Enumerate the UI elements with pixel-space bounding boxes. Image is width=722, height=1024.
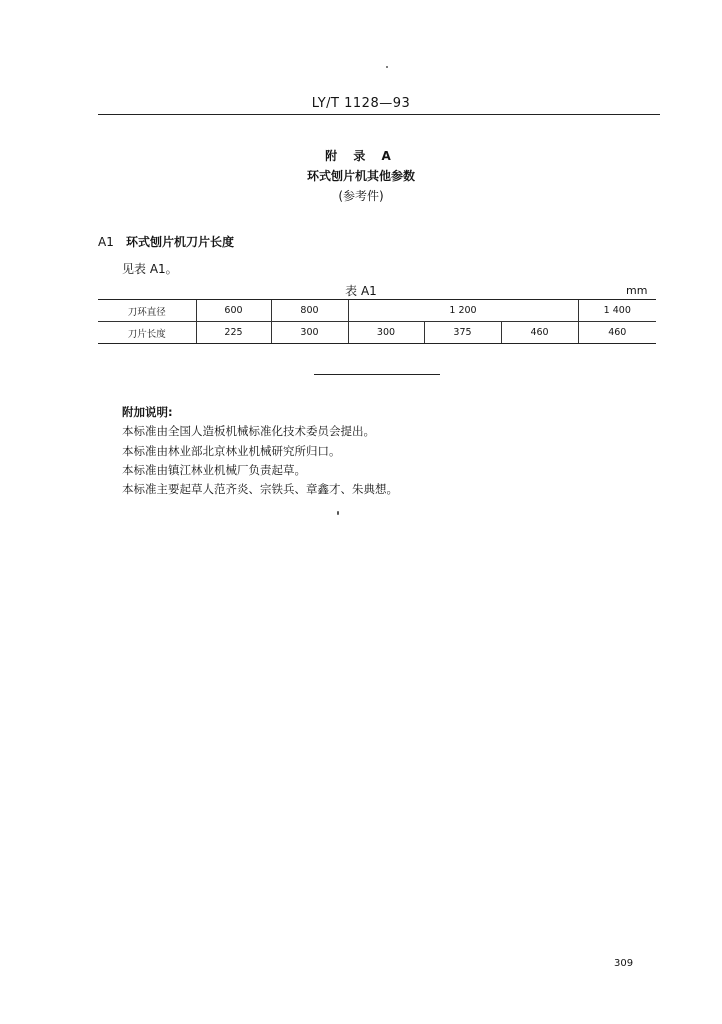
standard-code: LY/T 1128—93 [311, 96, 411, 111]
appendix-note: (参考件) [338, 189, 384, 203]
appendix-title: 附 录 A [325, 149, 397, 163]
row-label: 刀环直径 [98, 300, 196, 322]
table-caption: 表 A1 [345, 284, 377, 298]
section-heading [98, 233, 234, 250]
table-cell: 300 [348, 322, 424, 344]
see-table-text: 见表 A1。 [122, 262, 178, 276]
scan-speck [386, 66, 388, 68]
header-rule [98, 114, 660, 115]
notes-title: 附加说明: [122, 405, 173, 419]
section-number: A1 [98, 235, 114, 249]
table-cell: 600 [196, 300, 271, 322]
table-cell: 375 [424, 322, 501, 344]
table-cell: 225 [196, 322, 271, 344]
table-cell: 460 [578, 322, 656, 344]
table-cell: 1 400 [578, 300, 656, 322]
row-label: 刀片长度 [98, 322, 196, 344]
table-row [98, 300, 656, 322]
note-line: 本标准由镇江林业机械厂负责起草。 [122, 462, 306, 477]
additional-notes [122, 403, 398, 499]
section-title: 环式刨片机刀片长度 [126, 235, 235, 249]
spec-table [98, 299, 656, 344]
table-cell: 460 [501, 322, 578, 344]
table-cell: 800 [271, 300, 348, 322]
note-line: 本标准主要起草人范齐炎、宗铁兵、章鑫才、朱典想。 [122, 482, 398, 497]
table-unit: mm [626, 284, 648, 297]
note-line: 本标准由全国人造板机械标准化技术委员会提出。 [122, 424, 375, 439]
section-separator [314, 374, 440, 375]
table-cell: 300 [271, 322, 348, 344]
note-line: 本标准由林业部北京林业机械研究所归口。 [122, 443, 341, 458]
table-row [98, 322, 656, 344]
scan-speck [337, 511, 339, 515]
table-cell: 1 200 [348, 300, 578, 322]
page-number: 309 [614, 958, 634, 969]
appendix-subtitle: 环式刨片机其他参数 [306, 169, 415, 183]
